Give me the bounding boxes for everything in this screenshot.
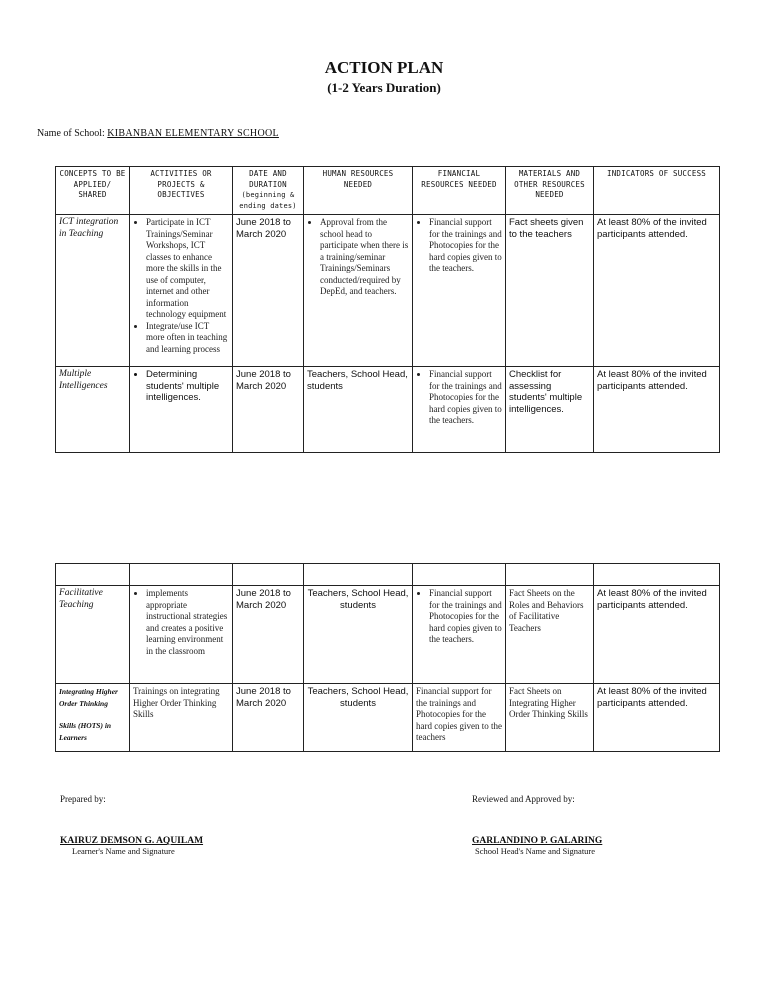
empty-cell: [413, 564, 506, 586]
approved-by-label: Reviewed and Approved by:: [472, 794, 575, 804]
concept-cell: [56, 684, 130, 752]
table-row: [56, 215, 720, 367]
header-materials: MATERIALS AND OTHER RESOURCES NEEDED: [506, 167, 594, 215]
empty-cell: [130, 564, 233, 586]
human-resources-cell: Teachers, School Head, students: [304, 367, 413, 453]
indicators-cell: At least 80% of the invited participants attended.: [594, 215, 720, 367]
table-row: [56, 684, 720, 752]
table-header-row: [56, 167, 720, 215]
date-cell: June 2018 to March 2020: [233, 215, 304, 367]
activity-item: • Participate in ICT Trainings/Seminar Workshops, ICT classes to enhance more the skills in the use of computer, internet and other information technology equipment: [146, 217, 229, 321]
empty-cell: [506, 564, 594, 586]
activity-item: • Integrate/use ICT more often in teaching and learning process: [146, 321, 229, 356]
concept-cell: ICT integration in Teaching: [56, 215, 130, 367]
prepared-by-label: Prepared by:: [60, 794, 106, 804]
date-cell: June 2018 to March 2020: [233, 586, 304, 684]
financial-cell: [413, 367, 506, 453]
school-name: KIBANBAN ELEMENTARY SCHOOL: [107, 128, 279, 139]
empty-cell: [594, 564, 720, 586]
date-cell: June 2018 to March 2020: [233, 684, 304, 752]
human-resources-cell: [304, 215, 413, 367]
header-date-note: (beginning & ending dates): [239, 191, 297, 210]
activities-cell: [130, 215, 233, 367]
header-indicators: INDICATORS OF SUCCESS: [594, 167, 720, 215]
prepared-name: KAIRUZ DEMSON G. AQUILAM: [60, 836, 204, 846]
concept-line: Skills (HOTS) in Learners: [59, 721, 112, 742]
activities-cell: Trainings on integrating Higher Order Thinking Skills: [130, 684, 233, 752]
activity-item: • Determining students' multiple intelligences.: [146, 369, 229, 404]
activities-cell: [130, 586, 233, 684]
header-financial: FINANCIAL RESOURCES NEEDED: [413, 167, 506, 215]
header-date: [233, 167, 304, 215]
financial-item: • Financial support for the trainings and Photocopies for the hard copies given to the teachers.: [429, 217, 502, 275]
concept-line: Integrating Higher Order Thinking: [59, 687, 118, 708]
prepared-role: Learner's Name and Signature: [72, 846, 175, 856]
table-row: [56, 586, 720, 684]
header-date-label: DATE AND DURATION: [249, 169, 287, 189]
approved-signature: [472, 836, 602, 856]
approved-role: School Head's Name and Signature: [475, 846, 596, 856]
empty-cell: [304, 564, 413, 586]
financial-cell: [413, 215, 506, 367]
prepared-signature: [60, 836, 203, 856]
activity-item: • implements appropriate instructional strategies and creates a positive learning environment in the classroom: [146, 588, 229, 657]
concept-cell: Facilitative Teaching: [56, 586, 130, 684]
date-cell: June 2018 to March 2020: [233, 367, 304, 453]
materials-cell: Fact Sheets on the Roles and Behaviors of Facilitative Teachers: [506, 586, 594, 684]
financial-item: • Financial support for the trainings and Photocopies for the hard copies given to the teachers.: [429, 588, 502, 646]
header-human: HUMAN RESOURCES NEEDED: [304, 167, 413, 215]
financial-cell: [413, 586, 506, 684]
concept-cell: Multiple Intelligences: [56, 367, 130, 453]
action-plan-table-2: [55, 563, 720, 752]
action-plan-table-1: [55, 166, 720, 453]
school-line: [37, 128, 279, 139]
human-resources-cell: Teachers, School Head, students: [304, 586, 413, 684]
empty-cell: [233, 564, 304, 586]
human-resources-item: • Approval from the school head to participate when there is a training/seminar Trainings/Seminars conducted/required by DepEd, and teachers.: [320, 217, 409, 298]
indicators-cell: At least 80% of the invited participants attended.: [594, 684, 720, 752]
table-row: [56, 367, 720, 453]
financial-item: • Financial support for the trainings and Photocopies for the hard copies given to the teachers.: [429, 369, 502, 427]
empty-cell: [56, 564, 130, 586]
page-title: ACTION PLAN: [324, 58, 444, 77]
indicators-cell: At least 80% of the invited participants attended.: [594, 586, 720, 684]
approved-name: GARLANDINO P. GALARING: [472, 836, 603, 846]
header-activities: ACTIVITIES OR PROJECTS & OBJECTIVES: [130, 167, 233, 215]
school-label: Name of School:: [37, 128, 105, 139]
indicators-cell: At least 80% of the invited participants attended.: [594, 367, 720, 453]
human-resources-cell: Teachers, School Head, students: [304, 684, 413, 752]
activities-cell: [130, 367, 233, 453]
header-concepts: CONCEPTS TO BE APPLIED/ SHARED: [56, 167, 130, 215]
financial-cell: Financial support for the trainings and Photocopies for the hard copies given to the teachers: [413, 684, 506, 752]
materials-cell: Fact sheets given to the teachers: [506, 215, 594, 367]
page-subtitle: (1-2 Years Duration): [327, 80, 441, 95]
materials-cell: Checklist for assessing students' multiple intelligences.: [506, 367, 594, 453]
empty-header-row: [56, 564, 720, 586]
materials-cell: Fact Sheets on Integrating Higher Order Thinking Skills: [506, 684, 594, 752]
